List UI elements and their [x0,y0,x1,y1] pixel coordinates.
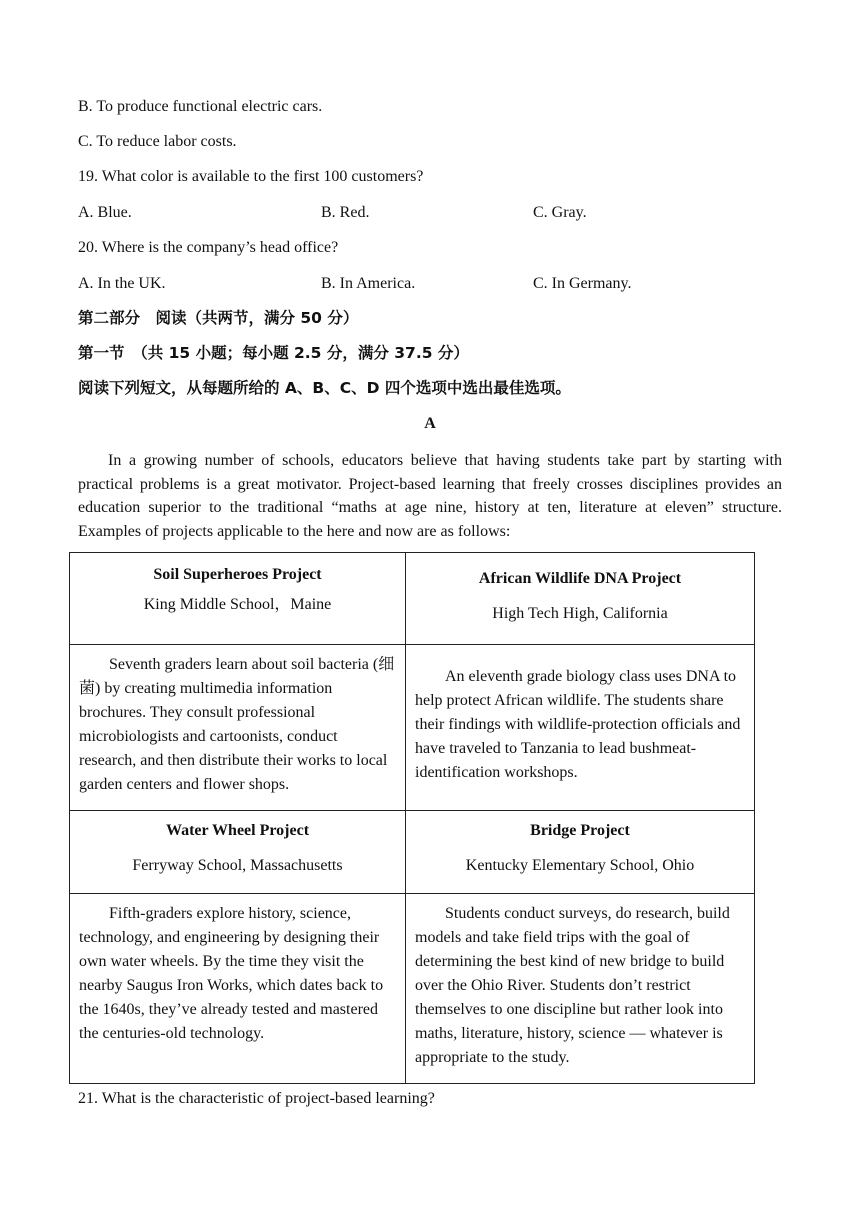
question-19: 19. What color is available to the first 100 customers? [78,168,424,185]
option-19-a: A. Blue. [78,204,132,221]
project-name: Bridge Project [530,822,630,839]
reading-instruction: 阅读下列短文，从每题所给的 A、B、C、D 四个选项中选出最佳选项。 [78,379,571,397]
project-header-cell [406,811,755,894]
table-row [70,811,755,894]
project-description-cell: Fifth-graders explore history, science, technology, and engineering by designing their own water wheels. By the time they visit the nearby Saugus Iron Works, which dates back to the 1640s, they’ve already tested and mastered the centuries-old technology. [70,894,406,1084]
project-school: King Middle School，Maine [143,596,332,613]
project-header-cell [70,811,406,894]
project-school: Kentucky Elementary School, Ohio [465,857,695,874]
project-description-cell: Students conduct surveys, do research, build models and take field trips with the goal of determining the best kind of new bridge to build over the Ohio River. Students don’t restrict themselves to one discipline but rather look into maths, literature, history, science — whatever is appropriate to the study. [406,894,755,1084]
passage-letter: A [424,415,436,432]
option-20-c: C. In Germany. [533,275,632,292]
option-20-a: A. In the UK. [78,275,166,292]
question-21: 21. What is the characteristic of project-based learning? [78,1090,435,1107]
project-description-cell: Seventh graders learn about soil bacteria (细菌) by creating multimedia information brochures. They consult professional microbiologists and cartoonists, conduct research, and then distribute their works to local garden centers and flower shops. [70,645,406,811]
project-name: Soil Superheroes Project [153,566,322,583]
project-school: High Tech High, California [492,605,668,622]
section-part-two-heading: 第二部分 阅读（共两节，满分 50 分） [78,309,359,327]
option-20-b: B. In America. [321,275,416,292]
option-19-c: C. Gray. [533,204,587,221]
option-19-b: B. Red. [321,204,370,221]
table-row [70,894,755,1084]
table-row [70,645,755,811]
option-18-b: B. To produce functional electric cars. [78,98,323,115]
passage-intro: In a growing number of schools, educators believe that having students take part by starting with practical problems is a great motivator. Project-based learning that freely crosses disciplines provides an education superior to the traditional “maths at age nine, history at ten, literature at eleven” structure. Examples of projects applicable to the here and now are as follows: [78,452,782,541]
section-one-heading: 第一节 （共 15 小题；每小题 2.5 分，满分 37.5 分） [78,344,469,362]
project-name: African Wildlife DNA Project [478,570,682,587]
project-name: Water Wheel Project [165,822,310,839]
project-school: Ferryway School, Massachusetts [132,857,343,874]
project-header-cell [70,553,406,645]
table-row [70,553,755,645]
question-20: 20. Where is the company’s head office? [78,239,339,256]
option-18-c: C. To reduce labor costs. [78,133,237,150]
project-header-cell [406,553,755,645]
projects-table [69,552,755,1084]
project-description-cell: An eleventh grade biology class uses DNA to help protect African wildlife. The students share their findings with wildlife-protection officials and have traveled to Tanzania to lead bushmeat-identification workshops. [406,645,755,811]
